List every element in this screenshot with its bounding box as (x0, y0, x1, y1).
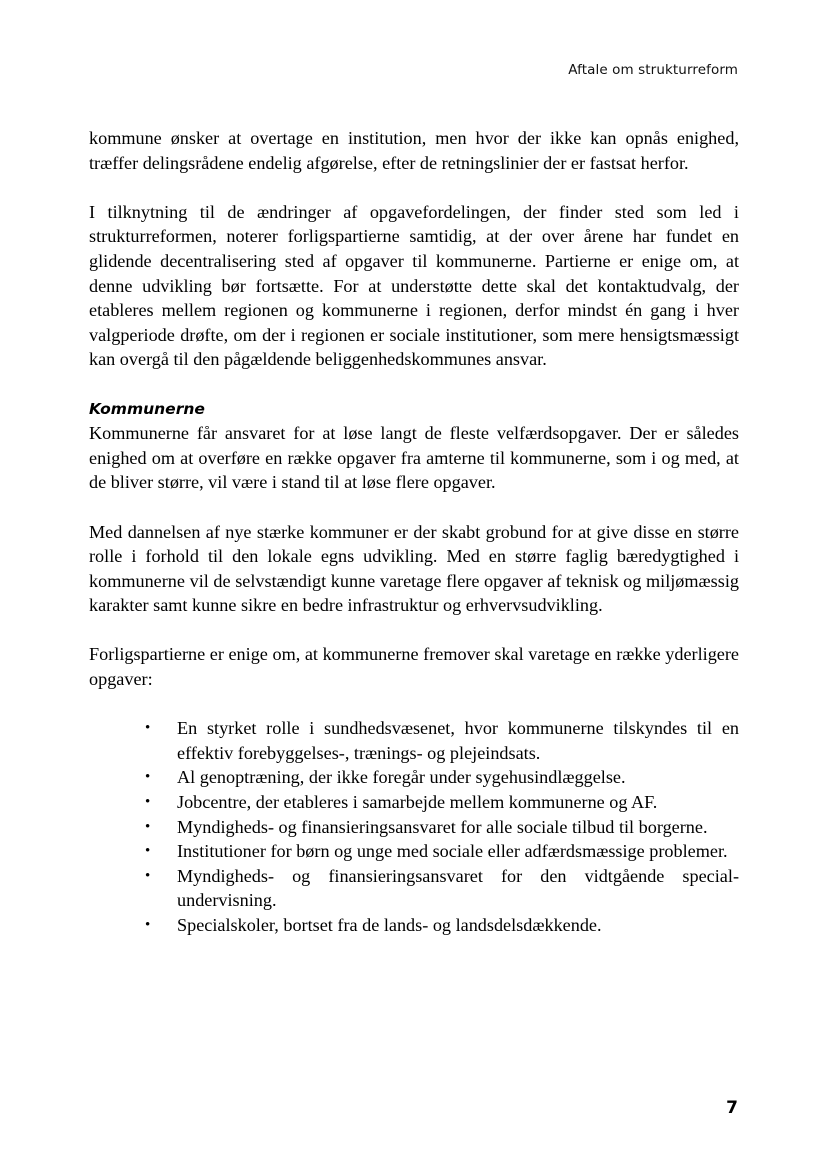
list-item (89, 765, 739, 790)
running-header: Aftale om strukturreform (568, 62, 738, 78)
list-item-text: En styrket rolle i sundhedsvæsenet, hvor kommunerne tilskyndes til en effektiv forebyggelses-, trænings- og plejeindsats. (177, 718, 739, 763)
list-item-text: Myndigheds- og finansieringsansvaret for den vidtgående specialundervisning. (177, 865, 739, 911)
bullet-icon: • (145, 843, 151, 860)
task-list (89, 716, 739, 937)
paragraph-new-municipalities: Med dannelsen af nye stærke kommuner er der skabt grobund for at give disse en større rolle i forhold til den lokale egns udvikling. Med en større faglig bæredygtighed i kommunerne vil de selvstændigt kunne varetage flere opgaver af teknisk og miljømæssig karakter samt kunne sikre en bedre infrastruktur og erhvervsudvikling. (89, 521, 739, 616)
paragraph-decentralisation: I tilknytning til de ændringer af opgavefordelingen, der finder sted som led i strukturreformen, noterer forligspartierne samtidig, at der over årene har fundet en glidende decentralisering sted af opgaver til kommunerne. Partierne er enige om, at denne udvikling bør fortsætte. For at understøtte dette skal det kontaktudvalg, der etableres mellem regionen og kommunerne i regionen, derfor mindst én gang i hver valgperiode drøfte, om der i regionen er sociale institutioner, som mere hensigtsmæssigt kan overgå til den pågældende beliggenhedskommunes ansvar. (89, 201, 739, 370)
paragraph-additional-tasks: Forligspartierne er enige om, at kommunerne fremover skal varetage en række yderligere opgaver: (89, 644, 739, 690)
list-item (89, 864, 739, 913)
page-number: 7 (726, 1098, 738, 1118)
list-item (89, 913, 739, 938)
paragraph-continuation: kommune ønsker at overtage en institution, men hvor der ikke kan opnås enighed, træffer delingsrådene endelig afgørelse, efter de retningslinier der er fastsat herfor. (89, 128, 739, 173)
list-item-text: Myndigheds- og finansieringsansvaret for alle sociale tilbud til borgerne. (177, 816, 708, 837)
list-item (89, 790, 739, 815)
list-item-text: Jobcentre, der etableres i samarbejde mellem kommunerne og AF. (177, 792, 658, 813)
bullet-icon: • (145, 867, 151, 884)
page-body (89, 126, 739, 938)
paragraph-kommunerne-intro: Kommunerne får ansvaret for at løse langt de fleste velfærdsopgaver. Der er således enighed om at overføre en række opgaver fra amterne til kommunerne, som i og med, at de bliver større, vil være i stand til at løse flere opgaver. (89, 423, 739, 493)
list-item-text: Specialskoler, bortset fra de lands- og landsdelsdækkende. (177, 915, 602, 935)
bullet-icon: • (145, 818, 151, 835)
list-item-text: Al genoptræning, der ikke foregår under sygehusindlæggelse. (177, 767, 626, 788)
list-item (89, 716, 739, 765)
list-item (89, 815, 739, 840)
list-item-text: Institutioner for børn og unge med sociale eller adfærdsmæssige problemer. (177, 841, 728, 862)
bullet-icon: • (145, 917, 151, 933)
list-item (89, 839, 739, 864)
bullet-icon: • (145, 794, 151, 811)
section-heading: Kommunerne (89, 399, 205, 418)
bullet-icon: • (145, 769, 151, 786)
bullet-icon: • (145, 720, 151, 737)
